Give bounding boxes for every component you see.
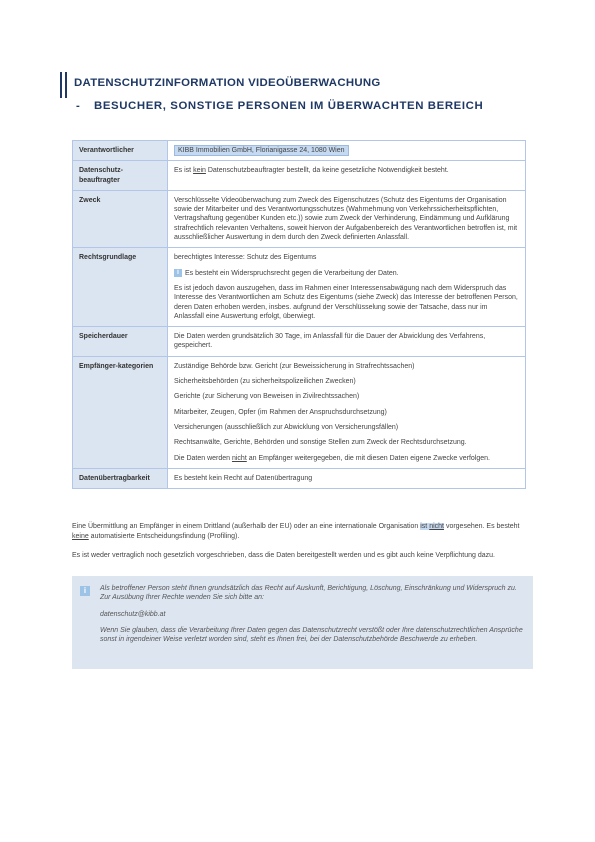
- table-row: [73, 356, 526, 468]
- transfer-text-a: Eine Übermittlung an Empfänger in einem Drittland (außerhalb der EU) oder an eine internationale Organisation: [72, 523, 421, 530]
- info-icon: i: [80, 586, 90, 596]
- table-row: [73, 161, 526, 191]
- objection-note: [174, 269, 519, 278]
- transfer-text-c: nicht: [429, 523, 444, 530]
- transfer-text-e: keine: [72, 533, 89, 541]
- purpose-value: Verschlüsselte Videoüberwachung zum Zweck des Eigenschutzes (Schutz des Eigentums der Organisation sowie der Mitarbeiter und des Verantwortungsschutzes (Wahrnehmung von Verkehrssicherheitspflichten, Vertragshaftung gegenüber Kunden etc.)) sowie zum Zweck der Verhinderung, Eindämmung und Aufklärung strafrechtlich relevanten Verhaltens, soweit hiervon der Aufgabenbereich des Verantwortlichen betroffen ist, mit ausschließlicher Auswertung in dem durch den Zweck definierten Anlassfall.: [168, 190, 526, 247]
- info-icon: i: [174, 269, 182, 277]
- recipients-note: [174, 454, 519, 463]
- legal-basis-value: [168, 248, 526, 327]
- dpo-value: [168, 161, 526, 191]
- recipient-item: Zuständige Behörde bzw. Gericht (zur Beweissicherung in Strafrechtssachen): [174, 362, 415, 370]
- transfer-paragraph: [72, 522, 526, 542]
- complaint-text: Wenn Sie glauben, dass die Verarbeitung Ihrer Daten gegen das Datenschutzrecht verstößt oder Ihre datenschutzrechtlichen Ansprüche sonst in irgendeiner Weise verletzt worden sind, steht es Ihnen frei, bei der Datenschutzbehörde Beschwerde zu erheben.: [100, 626, 523, 644]
- title-line-2: [76, 100, 483, 112]
- controller-value-cell: [168, 141, 526, 161]
- rights-callout: [72, 576, 533, 669]
- balancing-text: Es ist jedoch davon auszugehen, dass im Rahmen einer Interessensabwägung nach dem Widerspruch das Interesse des Verantwortlichen am Schutz des Eigentums (siehe Zweck) das Interesse der betroffenen Person, deren Daten erhoben werden, insbes. aufgrund der Verschlüsselung sowie der Tatsache, dass nur im Anlassfall eine Auswertung erfolgt, überwiegt.: [174, 284, 518, 320]
- title-dash: -: [76, 100, 81, 112]
- title-accent-bar: [60, 72, 67, 98]
- note-text-b: nicht: [231, 454, 247, 462]
- obligation-paragraph: Es ist weder vertraglich noch gesetzlich vorgeschrieben, dass die Daten bereitgestellt werden und es gibt auch keine Verpflichtung dazu.: [72, 552, 495, 559]
- rights-text: Als betroffener Person steht Ihnen grundsätzlich das Recht auf Auskunft, Berichtigung, Löschung, Einschränkung und Widerspruch zu. Zur Ausübung Ihrer Rechte wenden Sie sich bitte an:: [100, 585, 517, 602]
- recipient-item: Versicherungen (ausschließlich zur Abwicklung von Versicherungsfällen): [174, 423, 399, 431]
- recipient-item: Mitarbeiter, Zeugen, Opfer (im Rahmen der Anspruchsdurchsetzung): [174, 408, 387, 416]
- note-text-c: an Empfänger weitergegeben, die mit diesen Daten eigene Zwecke verfolgen.: [246, 454, 490, 462]
- portability-value: Es besteht kein Recht auf Datenübertragung: [168, 468, 526, 488]
- title-line-2-text: BESUCHER, SONSTIGE PERSONEN IM ÜBERWACHTEN BEREICH: [94, 100, 484, 112]
- title-line-1: DATENSCHUTZINFORMATION VIDEOÜBERWACHUNG: [74, 77, 381, 89]
- dpo-text-b: kein: [193, 167, 206, 175]
- transfer-text-b: ist: [420, 523, 430, 530]
- privacy-info-table: [72, 140, 526, 489]
- objection-text: Es besteht ein Widerspruchsrecht gegen die Verarbeitung der Daten.: [185, 269, 399, 277]
- legal-basis-text: berechtigtes Interesse: Schutz des Eigentums: [174, 254, 317, 262]
- recipient-item: Sicherheitsbehörden (zu sicherheitspolizeilichen Zwecken): [174, 378, 356, 386]
- controller-label: Verantwortlicher: [73, 141, 168, 161]
- note-text-a: Die Daten werden: [174, 454, 232, 462]
- table-row: [73, 327, 526, 357]
- recipients-value: [168, 356, 526, 468]
- purpose-label: Zweck: [73, 190, 168, 247]
- storage-label: Speicherdauer: [73, 327, 168, 357]
- dpo-text-a: Es ist: [174, 167, 194, 175]
- recipients-label: Empfänger-kategorien: [73, 356, 168, 468]
- table-row: [73, 190, 526, 247]
- transfer-text-d: vorgesehen. Es besteht: [444, 523, 520, 530]
- dpo-label: Datenschutz-beauftragter: [73, 161, 168, 191]
- portability-label: Datenübertragbarkeit: [73, 468, 168, 488]
- table-row: [73, 248, 526, 327]
- transfer-text-f: automatisierte Entscheidungsfindung (Profiling).: [88, 533, 240, 541]
- recipient-item: Gerichte (zur Sicherung von Beweisen in Zivilrechtssachen): [174, 393, 360, 401]
- legal-basis-label: Rechtsgrundlage: [73, 248, 168, 327]
- dpo-text-c: Datenschutzbeauftragter bestellt, da keine gesetzliche Notwendigkeit besteht.: [205, 167, 449, 175]
- controller-value: KIBB Immobilien GmbH, Florianigasse 24, 1080 Wien: [174, 145, 349, 156]
- table-row: [73, 468, 526, 488]
- storage-value: Die Daten werden grundsätzlich 30 Tage, im Anlassfall für die Dauer der Abwicklung des Verfahrens, gespeichert.: [168, 327, 526, 357]
- contact-email[interactable]: datenschutz@kibb.at: [100, 610, 166, 618]
- table-row: [73, 141, 526, 161]
- recipient-item: Rechtsanwälte, Gerichte, Behörden und sonstige Stellen zum Zweck der Rechtsdurchsetzung.: [174, 439, 467, 447]
